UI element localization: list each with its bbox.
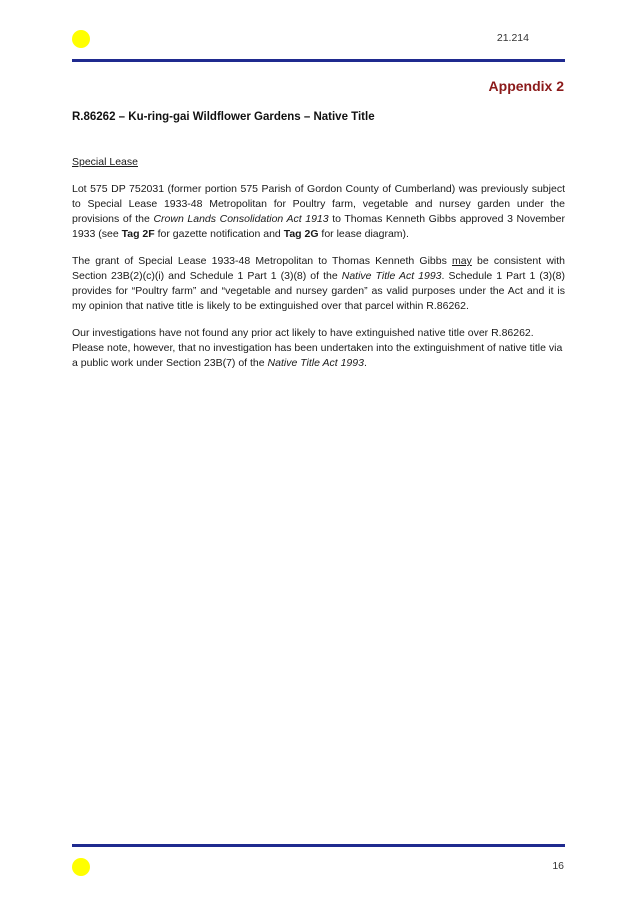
act-reference: Native Title Act 1993 bbox=[267, 357, 364, 369]
section-heading: Special Lease bbox=[72, 156, 138, 168]
page-number: 16 bbox=[552, 860, 564, 872]
footer-rule bbox=[72, 844, 565, 847]
reference-number: 21.214 bbox=[496, 32, 529, 44]
paragraph-investigations: Our investigations have not found any prior act likely to have extinguished native title over R.86262. Please note, however, that no investigation has been undertaken into the extinguishment of native title via a public work under Section 23B(7) of the Native Title Act 1993. bbox=[72, 327, 563, 369]
paragraph-grant: The grant of Special Lease 1933-48 Metropolitan to Thomas Kenneth Gibbs may be consistent with Section 23B(2)(c)(i) and Schedule 1 Part 1 (3)(8) of the Native Title Act 1993. Schedule 1 Part 1 (3)(8) provides for “Poultry farm” and “vegetable and nursey garden” as valid purposes under the Act and it is my opinion that native title is likely to be extinguished over that parcel within R.86262. bbox=[72, 255, 566, 312]
act-reference: Native Title Act 1993 bbox=[341, 270, 442, 282]
act-reference: Crown Lands Consolidation Act 1913 bbox=[153, 213, 329, 225]
page-title: R.86262 – Ku-ring-gai Wildflower Gardens – Native Title bbox=[72, 111, 375, 123]
header-rule bbox=[72, 59, 565, 62]
appendix-label: Appendix 2 bbox=[488, 78, 564, 94]
header-dot-icon bbox=[72, 30, 90, 48]
footer-dot-icon bbox=[72, 858, 90, 876]
tag-reference: Tag 2G bbox=[283, 228, 319, 240]
paragraph-special-lease: Lot 575 DP 752031 (former portion 575 Parish of Gordon County of Cumberland) was previously subject to Special Lease 1933-48 Metropolitan for Poultry farm, vegetable and nursey garden under the provisions of the Crown Lands Consolidation Act 1913 to Thomas Kenneth Gibbs approved 3 November 1933 (see Tag 2F for gazette notification and Tag 2G for lease diagram). bbox=[72, 183, 565, 240]
tag-reference: Tag 2F bbox=[121, 228, 155, 240]
